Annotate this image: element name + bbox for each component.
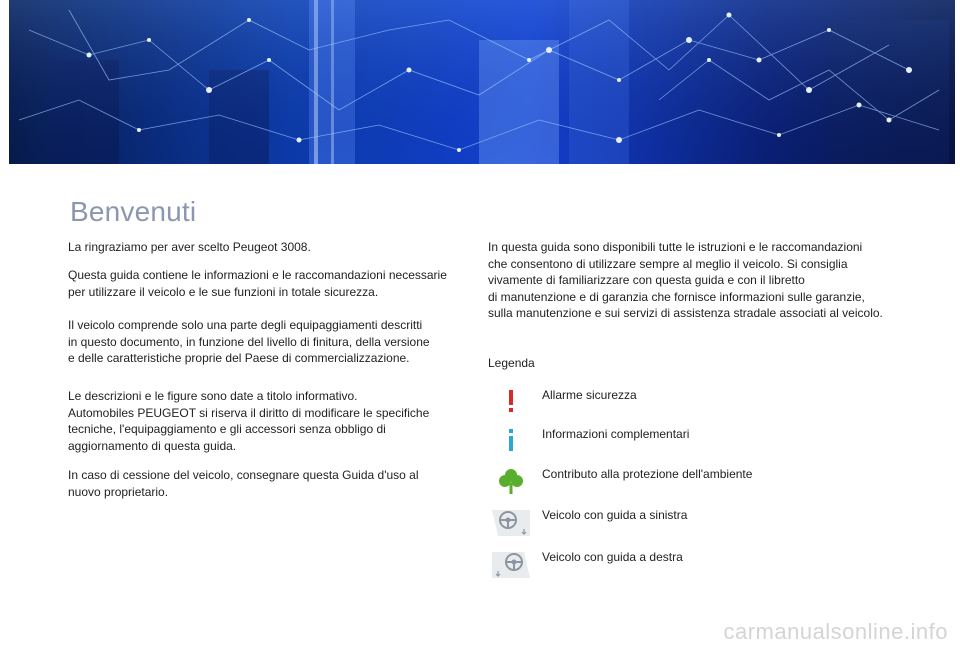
text-line: e delle caratteristiche proprie del Paese di commercializzazione. xyxy=(68,351,410,365)
tree-icon xyxy=(488,465,534,497)
text-line: nuovo proprietario. xyxy=(68,484,169,499)
text-line: In questa guida sono disponibili tutte le istruzioni e le raccomandazioni xyxy=(488,240,863,254)
paragraph-disclaimer xyxy=(68,388,429,454)
paragraph-thanks xyxy=(68,239,311,256)
paragraph-instructions xyxy=(488,239,883,322)
text-line: vivamente di familiarizzare con questa guida e con il libretto xyxy=(488,273,805,287)
right-hand-drive-icon xyxy=(488,548,534,580)
text-line: La ringraziamo per aver scelto Peugeot 3008. xyxy=(68,240,311,254)
exclamation-icon xyxy=(488,386,534,418)
text-line: Questa guida contiene le informazioni e le raccomandazioni necessarie xyxy=(68,268,447,282)
text-line: Automobiles PEUGEOT si riserva il diritto di modificare le specifiche xyxy=(68,405,430,420)
legend-title: Legenda xyxy=(488,356,535,370)
left-hand-drive-icon xyxy=(488,506,534,538)
text-line: in questo documento, in funzione del livello di finitura, della versione xyxy=(68,334,430,349)
header-banner-image xyxy=(9,0,955,164)
legend-label: Allarme sicurezza xyxy=(542,388,637,402)
paragraph-transfer xyxy=(68,467,419,500)
text-line: di manutenzione e di garanzia che fornisce informazioni sulle garanzie, xyxy=(488,289,865,304)
text-line: tecniche, l'equipaggiamento e gli accessori senza obbligo di xyxy=(68,422,386,436)
legend-label: Contributo alla protezione dell'ambiente xyxy=(542,467,753,481)
watermark: carmanualsonline.info xyxy=(723,619,948,644)
text-line: Le descrizioni e le figure sono date a titolo informativo. xyxy=(68,389,358,403)
text-line: che consentono di utilizzare sempre al meglio il veicolo. Si consiglia xyxy=(488,256,848,271)
text-line: sulla manutenzione e sui servizi di assistenza stradale associati al veicolo. xyxy=(488,306,883,320)
legend-item-additional-info xyxy=(488,425,888,457)
city-network-illustration xyxy=(9,0,955,164)
text-line: Il veicolo comprende solo una parte degli equipaggiamenti descritti xyxy=(68,318,423,332)
legend-item-environment xyxy=(488,465,888,497)
info-icon xyxy=(488,425,534,457)
legend-label: Veicolo con guida a destra xyxy=(542,550,683,564)
legend-item-safety-warning xyxy=(488,386,888,418)
text-line: aggiornamento di questa guida. xyxy=(68,438,237,453)
text-line: per utilizzare il veicolo e le sue funzioni in totale sicurezza. xyxy=(68,284,379,299)
text-line: In caso di cessione del veicolo, consegnare questa Guida d'uso al xyxy=(68,468,419,482)
page-title: Benvenuti xyxy=(70,196,197,227)
legend-label: Veicolo con guida a sinistra xyxy=(542,508,688,522)
paragraph-guide-contents xyxy=(68,267,447,300)
legend-item-right-hand-drive xyxy=(488,548,888,580)
legend-item-left-hand-drive xyxy=(488,506,888,538)
paragraph-equipment xyxy=(68,317,430,367)
legend-label: Informazioni complementari xyxy=(542,427,690,441)
